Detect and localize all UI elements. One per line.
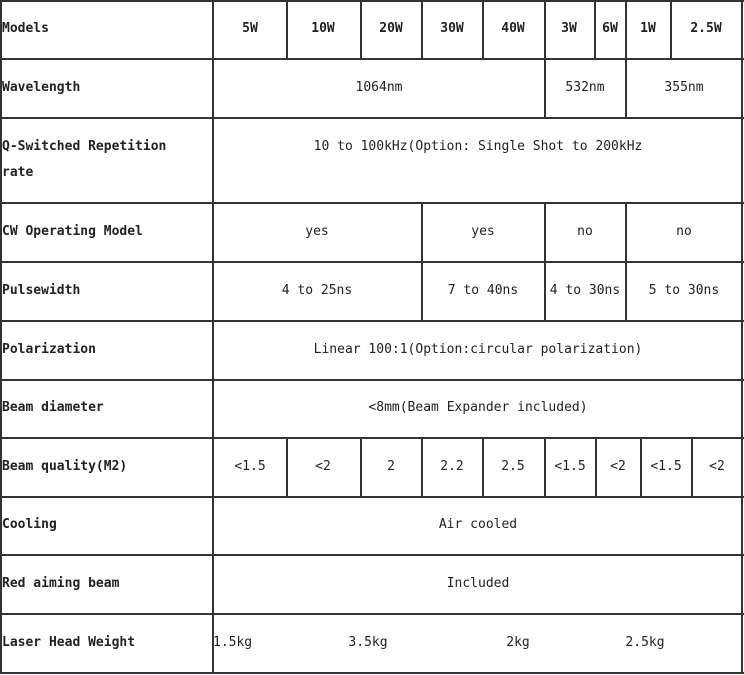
cell-divider <box>421 203 423 321</box>
row-header-wavelength: Wavelength <box>2 80 81 95</box>
beam-diameter-cell: <8mm(Beam Expander included) <box>368 400 588 415</box>
cell-divider <box>625 0 627 59</box>
row-divider <box>0 379 744 381</box>
cooling-cell: Air cooled <box>438 517 518 532</box>
cw-cell: no <box>676 224 692 239</box>
cell-divider <box>625 203 627 321</box>
model-cell: 40W <box>501 21 525 36</box>
cell-divider <box>544 203 546 321</box>
cell-divider <box>640 438 642 497</box>
model-cell: 3W <box>561 21 577 36</box>
laser-head-weight-cell: 2.5kg <box>625 635 665 650</box>
cell-divider <box>544 438 546 497</box>
row-header-polarization: Polarization <box>2 342 96 357</box>
row-divider <box>0 613 744 615</box>
cw-cell: yes <box>471 224 495 239</box>
wavelength-cell: 1064nm <box>355 80 403 95</box>
model-cell: 2.5W <box>690 21 722 36</box>
row-header-cw-operating-model: CW Operating Model <box>2 224 143 239</box>
model-cell: 5W <box>242 21 258 36</box>
beam-quality-cell: <1.5 <box>554 459 586 474</box>
red-aiming-beam-cell: Included <box>446 576 510 591</box>
model-cell: 1W <box>640 21 656 36</box>
row-divider <box>0 437 744 439</box>
beam-quality-cell: <1.5 <box>650 459 682 474</box>
header-col-divider <box>212 0 214 674</box>
cell-divider <box>286 0 288 59</box>
row-divider <box>0 554 744 556</box>
row-header-red-aiming-beam: Red aiming beam <box>2 576 120 591</box>
beam-quality-cell: 2.2 <box>440 459 464 474</box>
beam-quality-cell: <1.5 <box>234 459 266 474</box>
cell-divider <box>360 438 362 497</box>
cell-divider <box>360 0 362 59</box>
pulsewidth-cell: 5 to 30ns <box>648 283 720 298</box>
row-header-beam-quality: Beam quality(M2) <box>2 459 128 474</box>
cell-divider <box>691 438 693 497</box>
model-cell: 20W <box>379 21 403 36</box>
cell-divider <box>594 0 596 59</box>
cell-divider <box>544 59 546 118</box>
pulsewidth-cell: 7 to 40ns <box>447 283 519 298</box>
cell-divider <box>544 0 546 59</box>
cell-divider <box>670 0 672 59</box>
cell-divider <box>595 438 597 497</box>
beam-quality-cell: <2 <box>315 459 331 474</box>
row-divider <box>0 320 744 322</box>
table-border-bottom <box>0 672 744 674</box>
table-border-top <box>0 0 744 2</box>
row-divider <box>0 202 744 204</box>
wavelength-cell: 532nm <box>565 80 605 95</box>
beam-quality-cell: 2 <box>387 459 395 474</box>
row-divider <box>0 496 744 498</box>
table-border-right <box>741 0 743 674</box>
row-header-laser-head-weight: Laser Head Weight <box>2 635 136 650</box>
row-divider <box>0 261 744 263</box>
row-divider <box>0 117 744 119</box>
row-header-repetition-rate: Q-Switched Repetition rate <box>2 139 167 180</box>
cell-divider <box>421 438 423 497</box>
model-cell: 6W <box>602 21 618 36</box>
pulsewidth-cell: 4 to 25ns <box>281 283 353 298</box>
row-header-cooling: Cooling <box>2 517 57 532</box>
cell-divider <box>625 59 627 118</box>
cell-divider <box>286 438 288 497</box>
repetition-rate-cell: 10 to 100kHz(Option: Single Shot to 200kHz <box>313 139 643 154</box>
polarization-cell: Linear 100:1(Option:circular polarization) <box>313 342 643 357</box>
cw-cell: no <box>577 224 593 239</box>
beam-quality-cell: 2.5 <box>501 459 525 474</box>
beam-quality-cell: <2 <box>610 459 626 474</box>
laser-head-weight-cell: 2kg <box>506 635 530 650</box>
row-divider <box>0 58 744 60</box>
row-header-models: Models <box>2 21 49 36</box>
model-cell: 30W <box>440 21 464 36</box>
row-header-beam-diameter: Beam diameter <box>2 400 104 415</box>
cell-divider <box>482 0 484 59</box>
wavelength-cell: 355nm <box>664 80 704 95</box>
row-header-pulsewidth: Pulsewidth <box>2 283 81 298</box>
cell-divider <box>482 438 484 497</box>
model-cell: 10W <box>311 21 335 36</box>
laser-head-weight-cell: 1.5kg <box>213 635 253 650</box>
beam-quality-cell: <2 <box>709 459 725 474</box>
cell-divider <box>421 0 423 59</box>
pulsewidth-cell: 4 to 30ns <box>549 283 621 298</box>
laser-head-weight-cell: 3.5kg <box>348 635 388 650</box>
cw-cell: yes <box>305 224 329 239</box>
